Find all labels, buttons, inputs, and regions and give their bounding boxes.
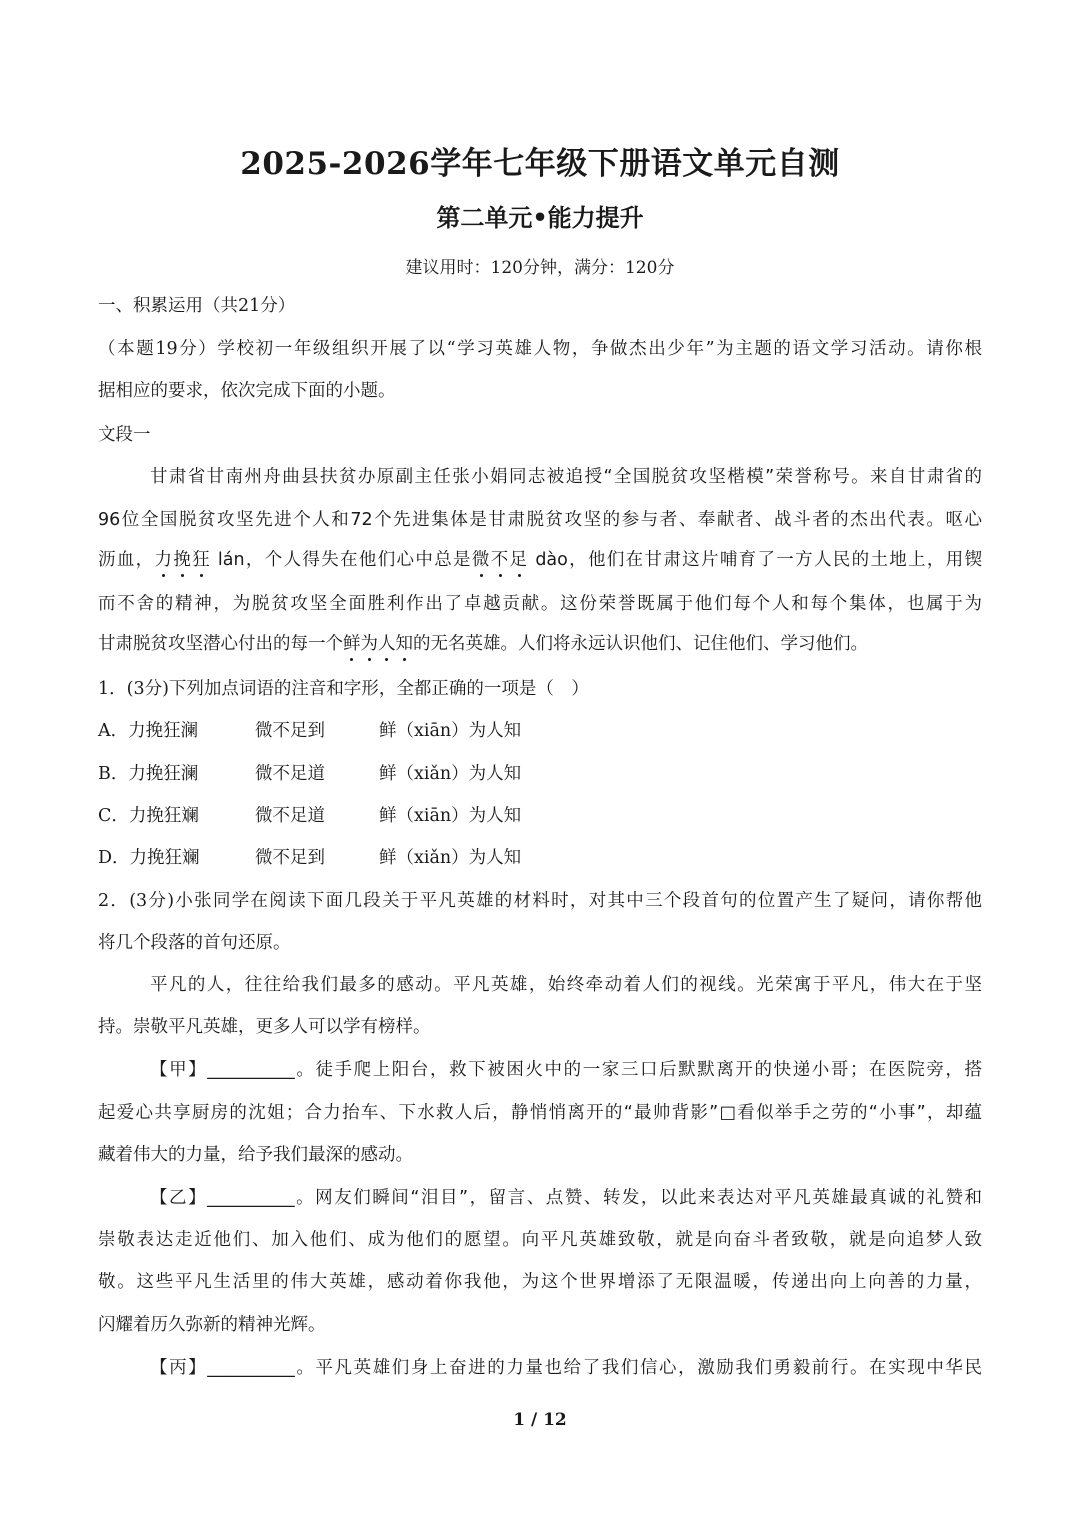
q2-para-yi-line-4: 闪耀着历久弥新的精神光辉。 xyxy=(98,1315,326,1335)
q2-para-yi-line-1: 【乙】__________。网友们瞬间“泪目”，留言、点赞、转发，以此来表达对平凡英雄最真诚的礼赞和 xyxy=(150,1188,982,1208)
q2-para0-line-2: 持。崇敬平凡英雄，更多人可以学有榜样。 xyxy=(98,1017,431,1037)
q2-para-jia-line-3: 藏着伟大的力量，给予我们最深的感动。 xyxy=(98,1145,413,1165)
q1-option-c[interactable] xyxy=(98,804,982,828)
exam-meta: 建议用时：120分钟，满分：120分 xyxy=(405,258,675,278)
option-label: C．力挽狂斓 xyxy=(98,806,199,826)
q2-stem-line-2: 将几个段落的首句还原。 xyxy=(98,933,291,953)
document-subtitle: 第二单元•能力提升 xyxy=(436,203,644,232)
option-word-2: 微不足道 xyxy=(255,806,325,826)
page-number: 1 / 12 xyxy=(513,1410,567,1430)
option-word-3: 鲜（xiǎn）为人知 xyxy=(379,764,522,784)
option-word-2: 微不足到 xyxy=(255,848,325,868)
q2-para0-line-1: 平凡的人，往往给我们最多的感动。平凡英雄，始终牵动着人们的视线。光荣寓于平凡，伟大在于坚 xyxy=(150,975,982,995)
intro-line-2: 据相应的要求，依次完成下面的小题。 xyxy=(98,381,396,401)
passage1-line-2: 96位全国脱贫攻坚先进个人和72个先进集体是甘肃脱贫攻坚的参与者、奉献者、战斗者的杰出代表。呕心 xyxy=(98,510,982,530)
q2-para-bing-line-1: 【丙】__________。平凡英雄们身上奋进的力量也给了我们信心，激励我们勇毅前行。在实现中华民 xyxy=(150,1358,982,1378)
intro-line-1: （本题19分）学校初一年级组织开展了以“学习英雄人物，争做杰出少年”为主题的语文学习活动。请你根 xyxy=(98,339,982,359)
passage1-line-4: 而不舍的精神，为脱贫攻坚全面胜利作出了卓越贡献。这份荣誉既属于他们每个人和每个集体，也属于为 xyxy=(98,594,982,614)
q2-para-jia-line-1: 【甲】__________。徒手爬上阳台，救下被困火中的一家三口后默默离开的快递小哥；在医院旁，搭 xyxy=(150,1060,982,1080)
q2-para-jia-line-2: 起爱心共享厨房的沈姐；合力抬车、下水救人后，静悄悄离开的“最帅背影”□看似举手之劳的“小事”，却蕴 xyxy=(98,1103,982,1123)
option-word-3: 鲜（xiān）为人知 xyxy=(379,806,522,826)
option-label: A．力挽狂澜 xyxy=(98,721,199,741)
q1-stem: 1．(3分)下列加点词语的注音和字形，全都正确的一项是（ ） xyxy=(98,679,589,699)
q1-option-a[interactable] xyxy=(98,719,982,743)
option-word-3: 鲜（xiān）为人知 xyxy=(379,721,522,741)
option-label: D．力挽狂斓 xyxy=(98,848,200,868)
option-word-2: 微不足到 xyxy=(255,721,325,741)
q2-para-yi-line-2: 崇敬表达走近他们、加入他们、成为他们的愿望。向平凡英雄致敬，就是向奋斗者致敬，就是向追梦人致 xyxy=(98,1230,982,1250)
q1-option-b[interactable] xyxy=(98,762,982,786)
q1-option-d[interactable] xyxy=(98,846,982,870)
passage1-line-1: 甘肃省甘南州舟曲县扶贫办原副主任张小娟同志被追授“全国脱贫攻坚楷模”荣誉称号。来自甘肃省的 xyxy=(150,467,982,487)
option-label: B．力挽狂澜 xyxy=(98,764,199,784)
section-heading: 一、积累运用（共21分） xyxy=(98,296,296,316)
passage-label: 文段一 xyxy=(98,425,151,445)
option-word-2: 微不足道 xyxy=(255,764,325,784)
document-title: 2025-2026学年七年级下册语文单元自测 xyxy=(240,146,840,182)
option-word-3: 鲜（xiǎn）为人知 xyxy=(379,848,522,868)
q2-para-yi-line-3: 敬。这些平凡生活里的伟大英雄，感动着你我他，为这个世界增添了无限温暖，传递出向上向善的力量， xyxy=(98,1272,982,1292)
q2-stem-line-1: 2．(3分)小张同学在阅读下面几段关于平凡英雄的材料时，对其中三个段首句的位置产生了疑问，请你帮他 xyxy=(98,891,982,911)
passage1-line-5: 甘肃脱贫攻坚潜心付出的每一个鲜为人知的无名英雄。人们将永远认识他们、记住他们、学习他们。 xyxy=(98,634,868,654)
passage1-line-3: 沥血，力挽狂 lán，个人得失在他们心中总是微不足 dào，他们在甘肃这片哺育了一方人民的土地上，用锲 xyxy=(98,550,983,570)
